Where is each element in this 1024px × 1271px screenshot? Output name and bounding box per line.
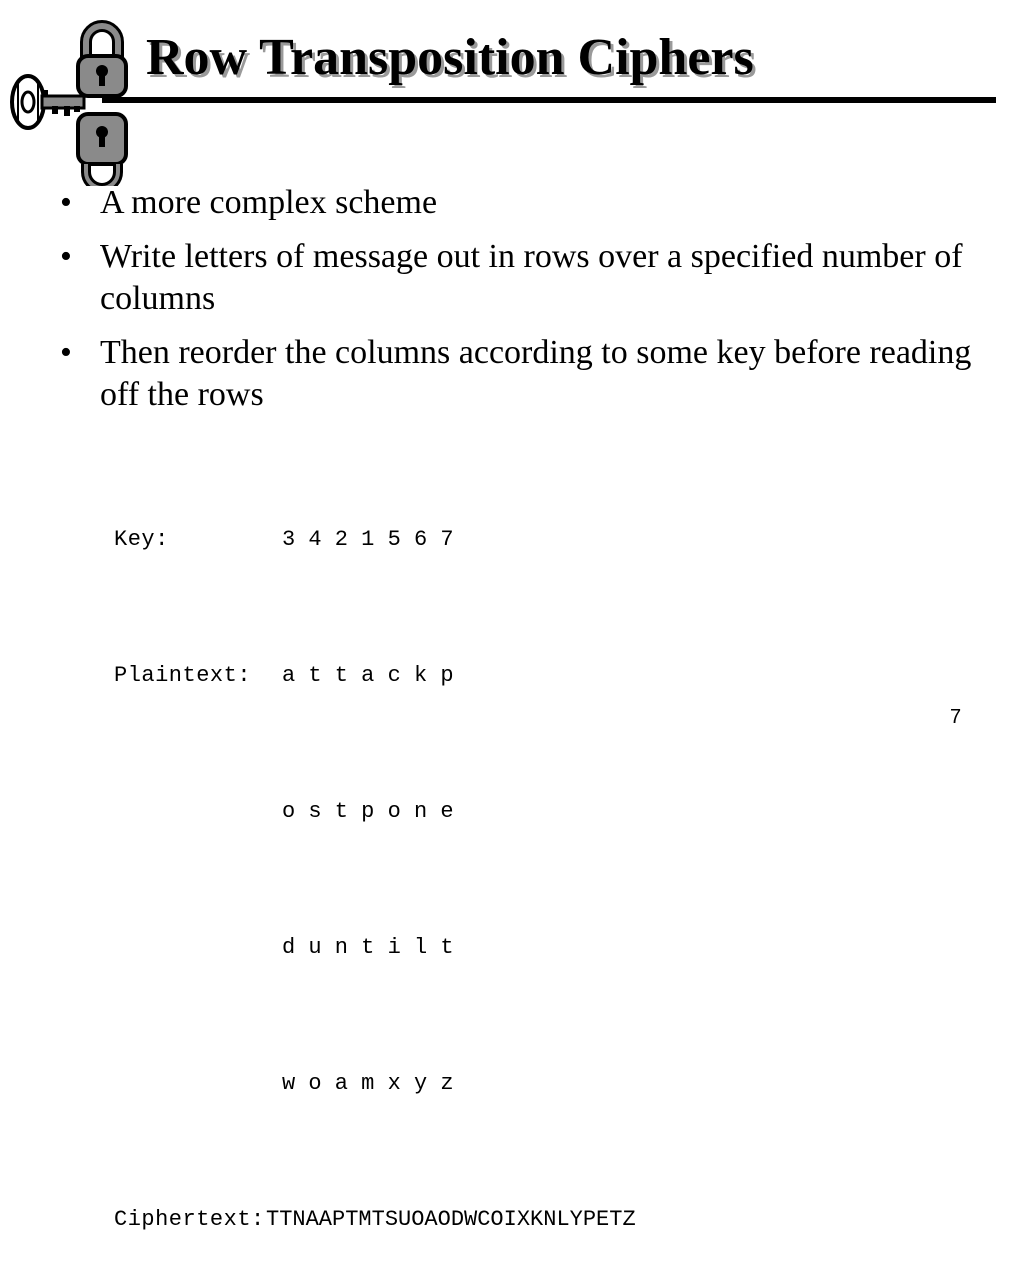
key-digit: 5 (387, 527, 402, 552)
plaintext-row (114, 931, 636, 965)
ciphertext-label: Ciphertext: (114, 1207, 265, 1232)
bullet-item (56, 182, 976, 224)
bullet-glyph: • (60, 334, 72, 371)
plaintext-letter: t (308, 663, 323, 688)
plaintext-letter: a (361, 663, 375, 688)
bullet-text: A more complex scheme (100, 184, 438, 221)
plaintext-letter: t (334, 663, 349, 688)
key-label: Key: (114, 527, 169, 552)
plaintext-letter: a (334, 1071, 349, 1096)
bullet-item (56, 236, 976, 320)
key-digit: 2 (334, 527, 349, 552)
title-underline (102, 97, 996, 103)
plaintext-letter: o (308, 1071, 323, 1096)
plaintext-letter: d (282, 935, 296, 960)
plaintext-letter: m (361, 1071, 375, 1096)
key-row (114, 523, 636, 557)
plaintext-letter: o (282, 799, 296, 824)
plaintext-letter: s (308, 799, 323, 824)
plaintext-row (114, 659, 636, 693)
plaintext-letter: t (440, 935, 455, 960)
plaintext-letter: x (387, 1071, 402, 1096)
bullet-item (56, 332, 976, 416)
slide-title: Row Transposition Ciphers (146, 29, 754, 86)
plaintext-letter: l (413, 935, 428, 960)
bullet-glyph: • (60, 238, 72, 275)
cipher-example (114, 455, 636, 1271)
plaintext-letter: t (334, 799, 349, 824)
bullet-list (56, 182, 976, 428)
plaintext-letter: t (361, 935, 375, 960)
plaintext-letter: k (413, 663, 428, 688)
plaintext-letter: p (361, 799, 375, 824)
key-digit: 6 (413, 527, 428, 552)
plaintext-letter: u (308, 935, 323, 960)
ciphertext-value: TTNAAPTMTSUOAODWCOIXKNLYPETZ (266, 1207, 636, 1232)
plaintext-letter: i (387, 935, 402, 960)
plaintext-label: Plaintext: (114, 663, 252, 688)
bullet-text: Then reorder the columns according to some key before reading off the rows (100, 334, 972, 413)
key-digit: 3 (282, 527, 296, 552)
key-icon (12, 76, 84, 128)
plaintext-letter: n (413, 799, 428, 824)
bullet-text: Write letters of message out in rows over a specified number of columns (100, 238, 963, 317)
plaintext-letter: y (413, 1071, 428, 1096)
key-digit: 1 (361, 527, 375, 552)
padlock-icon (78, 114, 126, 186)
bullet-glyph: • (60, 184, 72, 221)
plaintext-letter: o (387, 799, 402, 824)
page-number: 7 (950, 706, 962, 728)
padlock-icon (78, 26, 126, 96)
plaintext-letter: z (440, 1071, 455, 1096)
plaintext-letter: e (440, 799, 455, 824)
plaintext-letter: n (334, 935, 349, 960)
plaintext-row (114, 795, 636, 829)
plaintext-letter: a (282, 663, 296, 688)
key-digit: 4 (308, 527, 323, 552)
plaintext-row (114, 1067, 636, 1101)
plaintext-letter: p (440, 663, 455, 688)
key-digit: 7 (440, 527, 455, 552)
plaintext-letter: w (282, 1071, 296, 1096)
ciphertext-row (114, 1203, 636, 1237)
plaintext-letter: c (387, 663, 402, 688)
